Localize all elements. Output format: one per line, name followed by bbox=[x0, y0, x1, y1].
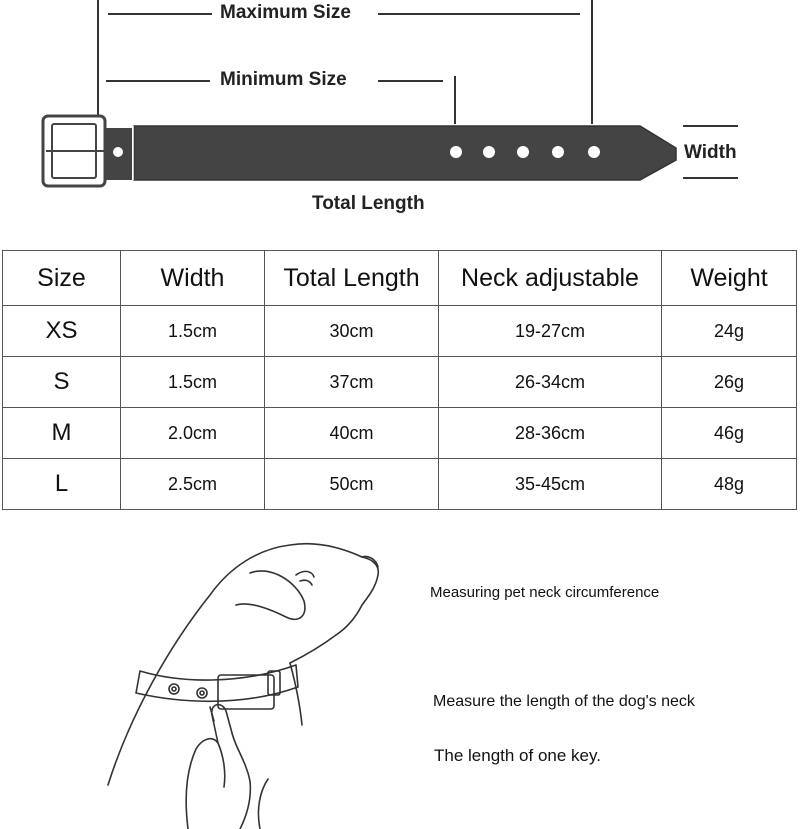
strap-hole bbox=[483, 146, 495, 158]
table-row bbox=[3, 459, 797, 510]
width-cell: 2.5cm bbox=[121, 459, 265, 510]
size-cell: M bbox=[3, 408, 121, 459]
maximum-size-label: Maximum Size bbox=[214, 2, 357, 24]
neck-adjustable-cell: 19-27cm bbox=[439, 306, 662, 357]
collar-size-diagram bbox=[0, 0, 800, 230]
size-cell: XS bbox=[3, 306, 121, 357]
dog-head-outline bbox=[108, 544, 362, 785]
strap-hole bbox=[588, 146, 600, 158]
dog-muzzle bbox=[336, 557, 378, 635]
dog-ear bbox=[236, 571, 305, 619]
weight-cell: 26g bbox=[662, 357, 797, 408]
header-weight: Weight bbox=[662, 251, 797, 306]
header-total-length: Total Length bbox=[265, 251, 439, 306]
total-length-cell: 40cm bbox=[265, 408, 439, 459]
strap-hole bbox=[517, 146, 529, 158]
total-length-cell: 50cm bbox=[265, 459, 439, 510]
header-size: Size bbox=[3, 251, 121, 306]
size-cell: S bbox=[3, 357, 121, 408]
total-length-cell: 30cm bbox=[265, 306, 439, 357]
table-row bbox=[3, 408, 797, 459]
width-cell: 2.0cm bbox=[121, 408, 265, 459]
size-cell: L bbox=[3, 459, 121, 510]
dog-eye bbox=[296, 571, 314, 577]
size-chart-table bbox=[2, 250, 797, 510]
measuring-title-caption: Measuring pet neck circumference bbox=[430, 584, 660, 601]
weight-cell: 46g bbox=[662, 408, 797, 459]
dog-measuring-illustration bbox=[100, 535, 420, 829]
table-row bbox=[3, 357, 797, 408]
one-key-caption: The length of one key. bbox=[434, 746, 601, 765]
neck-adjustable-cell: 35-45cm bbox=[439, 459, 662, 510]
minimum-size-label: Minimum Size bbox=[214, 69, 353, 91]
header-neck-adjustable: Neck adjustable bbox=[439, 251, 662, 306]
strap-hole bbox=[450, 146, 462, 158]
strap-rivet bbox=[113, 147, 123, 157]
strap-hole bbox=[552, 146, 564, 158]
width-cell: 1.5cm bbox=[121, 306, 265, 357]
neck-adjustable-cell: 26-34cm bbox=[439, 357, 662, 408]
table-row bbox=[3, 306, 797, 357]
table-header-row bbox=[3, 251, 797, 306]
weight-cell: 24g bbox=[662, 306, 797, 357]
total-length-cell: 37cm bbox=[265, 357, 439, 408]
width-cell: 1.5cm bbox=[121, 357, 265, 408]
header-width: Width bbox=[121, 251, 265, 306]
measure-neck-caption: Measure the length of the dog's neck bbox=[433, 693, 695, 710]
weight-cell: 48g bbox=[662, 459, 797, 510]
total-length-label: Total Length bbox=[306, 193, 431, 215]
neck-adjustable-cell: 28-36cm bbox=[439, 408, 662, 459]
width-label: Width bbox=[680, 142, 741, 164]
dog-jaw bbox=[290, 635, 336, 663]
